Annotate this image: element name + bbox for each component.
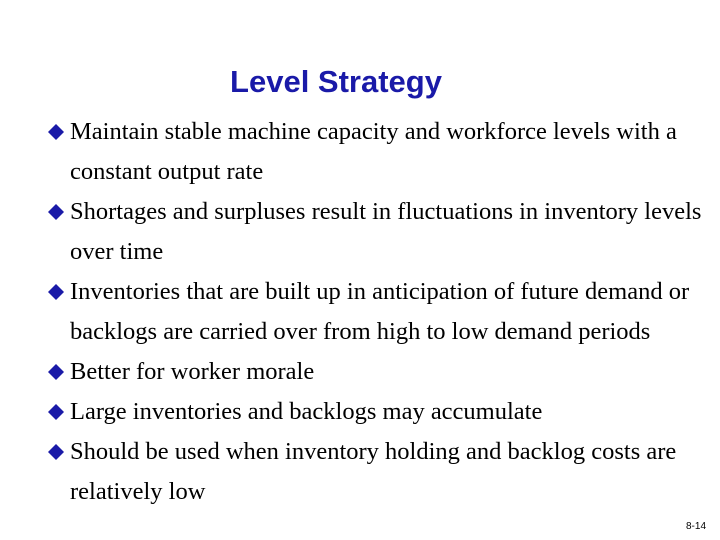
- bullet-list: [48, 112, 708, 512]
- bullet-text: Inventories that are built up in anticipation of future demand or backlogs are carried over from high to low demand periods: [70, 278, 690, 345]
- list-item: [48, 392, 708, 432]
- diamond-bullet-icon: [48, 404, 64, 420]
- list-item: [48, 112, 708, 192]
- bullet-text: Better for worker morale: [70, 358, 315, 385]
- page-number: 8-14: [685, 521, 706, 532]
- bullet-text: Should be used when inventory holding and backlog costs are relatively low: [70, 438, 677, 505]
- list-item: [48, 432, 708, 512]
- diamond-bullet-icon: [48, 124, 64, 140]
- slide-title: Level Strategy: [230, 64, 442, 99]
- list-item: [48, 272, 708, 352]
- bullet-text: Maintain stable machine capacity and workforce levels with a constant output rate: [70, 118, 677, 185]
- diamond-bullet-icon: [48, 284, 64, 300]
- diamond-bullet-icon: [48, 204, 64, 220]
- bullet-text: Shortages and surpluses result in fluctuations in inventory levels over time: [70, 198, 702, 265]
- list-item: [48, 352, 708, 392]
- diamond-bullet-icon: [48, 364, 64, 380]
- list-item: [48, 192, 708, 272]
- bullet-text: Large inventories and backlogs may accumulate: [70, 398, 543, 425]
- diamond-bullet-icon: [48, 444, 64, 460]
